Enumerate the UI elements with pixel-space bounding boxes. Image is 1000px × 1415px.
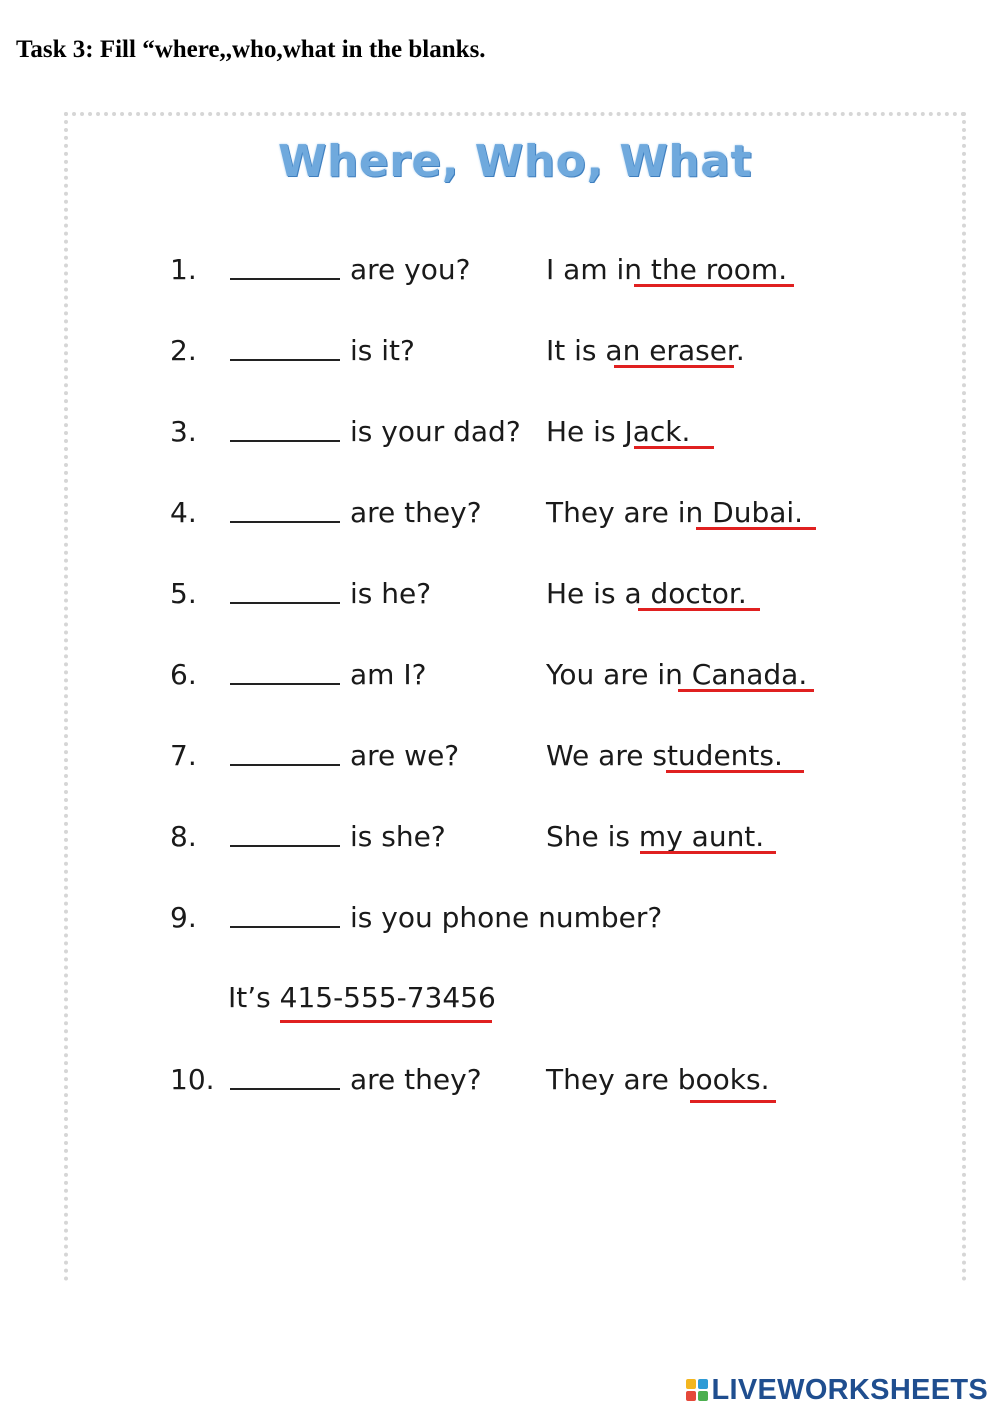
answer-blank-8[interactable] bbox=[230, 845, 340, 847]
red-underline bbox=[678, 689, 814, 692]
answer-blank-6[interactable] bbox=[230, 683, 340, 685]
exercise-item-4 bbox=[170, 493, 890, 533]
answer-text: They are in Dubai. bbox=[546, 496, 804, 529]
red-underline bbox=[634, 446, 714, 449]
answer-blank-2[interactable] bbox=[230, 359, 340, 361]
logo-grid-icon bbox=[686, 1379, 708, 1401]
exercise-item-5 bbox=[170, 574, 870, 614]
question-text: is your dad? bbox=[350, 415, 521, 448]
item-number: 1. bbox=[170, 253, 197, 286]
worksheet-title: Where, Who, What bbox=[278, 136, 752, 187]
answer-text: He is Jack. bbox=[546, 415, 691, 448]
red-underline bbox=[666, 770, 804, 773]
question-text: is it? bbox=[350, 334, 415, 367]
logo-text: LIVEWORKSHEETS bbox=[711, 1373, 988, 1406]
answer-text: It is an eraser. bbox=[546, 334, 745, 367]
red-underline bbox=[640, 851, 776, 854]
exercise-item-1 bbox=[170, 250, 870, 290]
answer-blank-9[interactable] bbox=[230, 926, 340, 928]
item-number: 9. bbox=[170, 901, 197, 934]
exercise-item-6 bbox=[170, 655, 910, 695]
answer-text: They are books. bbox=[546, 1063, 770, 1096]
worksheet-card bbox=[64, 112, 966, 1282]
answer-blank-3[interactable] bbox=[230, 440, 340, 442]
red-underline bbox=[690, 1100, 776, 1103]
question-text: is you phone number? bbox=[350, 901, 663, 934]
red-underline bbox=[634, 284, 794, 287]
answer-text: She is my aunt. bbox=[546, 820, 765, 853]
answer-text: I am in the room. bbox=[546, 253, 788, 286]
item-number: 6. bbox=[170, 658, 197, 691]
red-underline bbox=[696, 527, 816, 530]
exercise-item-3 bbox=[170, 412, 870, 452]
answer-blank-10[interactable] bbox=[230, 1088, 340, 1090]
item-number: 4. bbox=[170, 496, 197, 529]
red-underline bbox=[280, 1020, 492, 1023]
answer-blank-1[interactable] bbox=[230, 278, 340, 280]
red-underline bbox=[614, 365, 734, 368]
exercise-item-7 bbox=[170, 736, 890, 776]
answer-blank-5[interactable] bbox=[230, 602, 340, 604]
item-number: 10. bbox=[170, 1063, 215, 1096]
question-text: are they? bbox=[350, 1063, 482, 1096]
answer-blank-4[interactable] bbox=[230, 521, 340, 523]
answer-blank-7[interactable] bbox=[230, 764, 340, 766]
answer-text: He is a doctor. bbox=[546, 577, 747, 610]
exercise-item-9 bbox=[170, 898, 870, 938]
answer-text: We are students. bbox=[546, 739, 783, 772]
item-number: 8. bbox=[170, 820, 197, 853]
item-9-answer: It’s 415-555-73456 bbox=[228, 981, 496, 1014]
exercise-item-2 bbox=[170, 331, 870, 371]
item-number: 2. bbox=[170, 334, 197, 367]
task-instruction: Task 3: Fill “where,,who,what in the blanks. bbox=[16, 36, 486, 63]
item-number: 3. bbox=[170, 415, 197, 448]
item-number: 5. bbox=[170, 577, 197, 610]
exercise-item-8 bbox=[170, 817, 870, 857]
question-text: is she? bbox=[350, 820, 446, 853]
answer-text: You are in Canada. bbox=[546, 658, 808, 691]
liveworksheets-logo bbox=[686, 1373, 989, 1407]
red-underline bbox=[638, 608, 760, 611]
question-text: are you? bbox=[350, 253, 471, 286]
question-text: am I? bbox=[350, 658, 427, 691]
exercise-item-10 bbox=[170, 1060, 870, 1100]
question-text: is he? bbox=[350, 577, 432, 610]
question-text: are they? bbox=[350, 496, 482, 529]
question-text: are we? bbox=[350, 739, 460, 772]
item-number: 7. bbox=[170, 739, 197, 772]
